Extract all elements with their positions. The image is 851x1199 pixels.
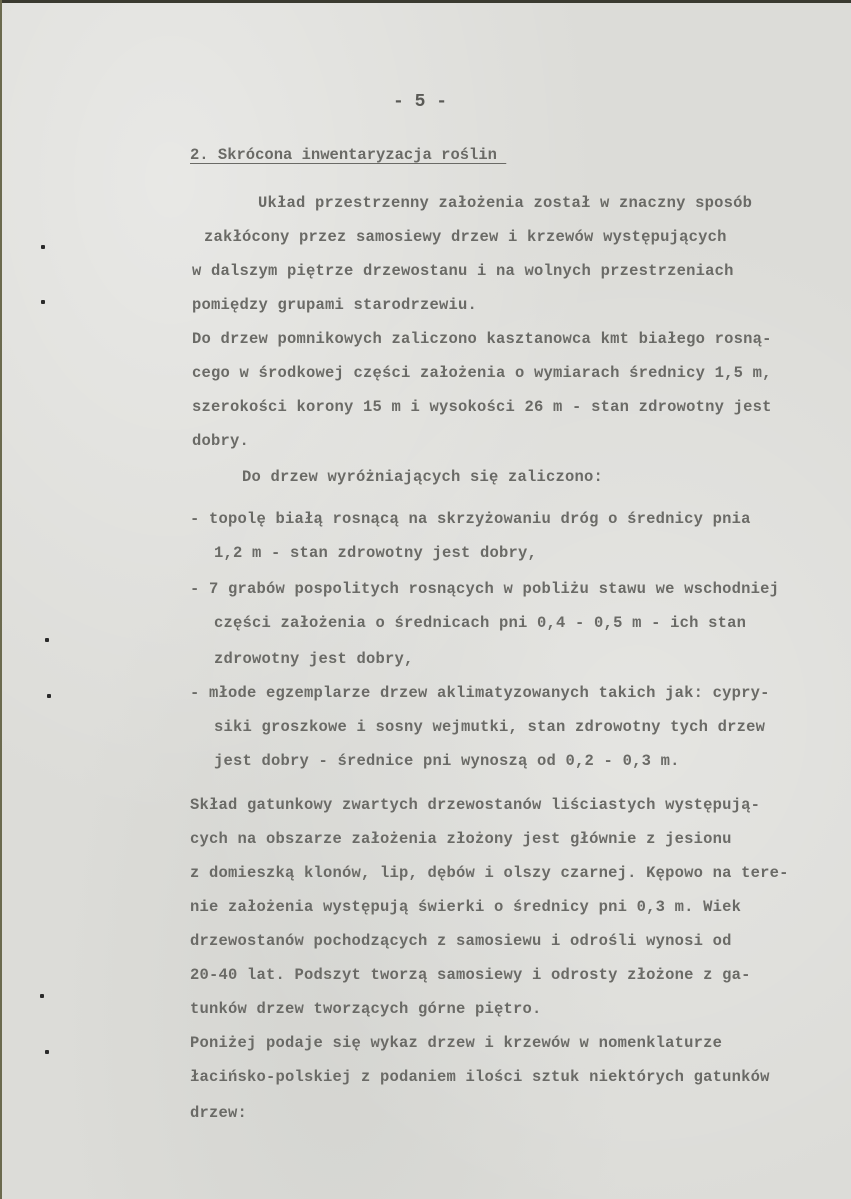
text-line: dobry. — [192, 432, 250, 450]
text-line: - 7 grabów pospolitych rosnących w pobliżu stawu we wschodniej — [190, 580, 780, 598]
text-line: Poniżej podaje się wykaz drzew i krzewów w nomenklaturze — [190, 1034, 723, 1052]
text-line: cych na obszarze założenia złożony jest głównie z jesionu — [190, 830, 732, 848]
text-line: Układ przestrzenny założenia został w znaczny sposób — [258, 194, 753, 212]
text-line: z domieszką klonów, lip, dębów i olszy czarnej. Kępowo na tere- — [190, 864, 789, 882]
text-line: szerokości korony 15 m i wysokości 26 m - stan zdrowotny jest — [192, 398, 772, 416]
text-line: tunków drzew tworzących górne piętro. — [190, 1000, 542, 1018]
text-line: drzew: — [190, 1104, 248, 1122]
text-line: zdrowotny jest dobry, — [214, 650, 414, 668]
margin-dot — [47, 694, 51, 698]
text-line: części założenia o średnicach pni 0,4 - 0,5 m - ich stan — [214, 614, 747, 632]
text-line: - młode egzemplarze drzew aklimatyzowanych takich jak: cypry- — [190, 684, 770, 702]
text-line: Do drzew wyróżniających się zaliczono: — [242, 468, 604, 486]
text-line: 1,2 m - stan zdrowotny jest dobry, — [214, 544, 538, 562]
text-line: 20-40 lat. Podszyt tworzą samosiewy i odrosty złożone z ga- — [190, 966, 751, 984]
margin-dot — [45, 1050, 49, 1054]
text-line: jest dobry - średnice pni wynoszą od 0,2 - 0,3 m. — [214, 752, 680, 770]
text-line: w dalszym piętrze drzewostanu i na wolnych przestrzeniach — [192, 262, 734, 280]
margin-dot — [40, 994, 44, 998]
margin-dot — [41, 245, 45, 249]
scan-left-edge — [0, 0, 2, 1199]
text-line: nie założenia występują świerki o średnicy pni 0,3 m. Wiek — [190, 898, 742, 916]
text-line: zakłócony przez samosiewy drzew i krzewów występujących — [204, 228, 727, 246]
text-line: łacińsko-polskiej z podaniem ilości sztuk niektórych gatunków — [190, 1068, 770, 1086]
margin-dot — [45, 638, 49, 642]
text-line: cego w środkowej części założenia o wymiarach średnicy 1,5 m, — [192, 364, 772, 382]
scan-top-edge — [0, 0, 851, 3]
section-heading: 2. Skrócona inwentaryzacja roślin — [190, 146, 507, 164]
text-line: Do drzew pomnikowych zaliczono kasztanowca kmt białego rosną- — [192, 330, 772, 348]
margin-dot — [41, 300, 45, 304]
text-line: - topolę białą rosnącą na skrzyżowaniu dróg o średnicy pnia — [190, 510, 751, 528]
page-number: - 5 - — [393, 92, 448, 112]
text-line: drzewostanów pochodzących z samosiewu i odrośli wynosi od — [190, 932, 732, 950]
text-line: Skład gatunkowy zwartych drzewostanów liściastych występują- — [190, 796, 761, 814]
text-line: pomiędzy grupami starodrzewiu. — [192, 296, 478, 314]
text-line: siki groszkowe i sosny wejmutki, stan zdrowotny tych drzew — [214, 718, 766, 736]
